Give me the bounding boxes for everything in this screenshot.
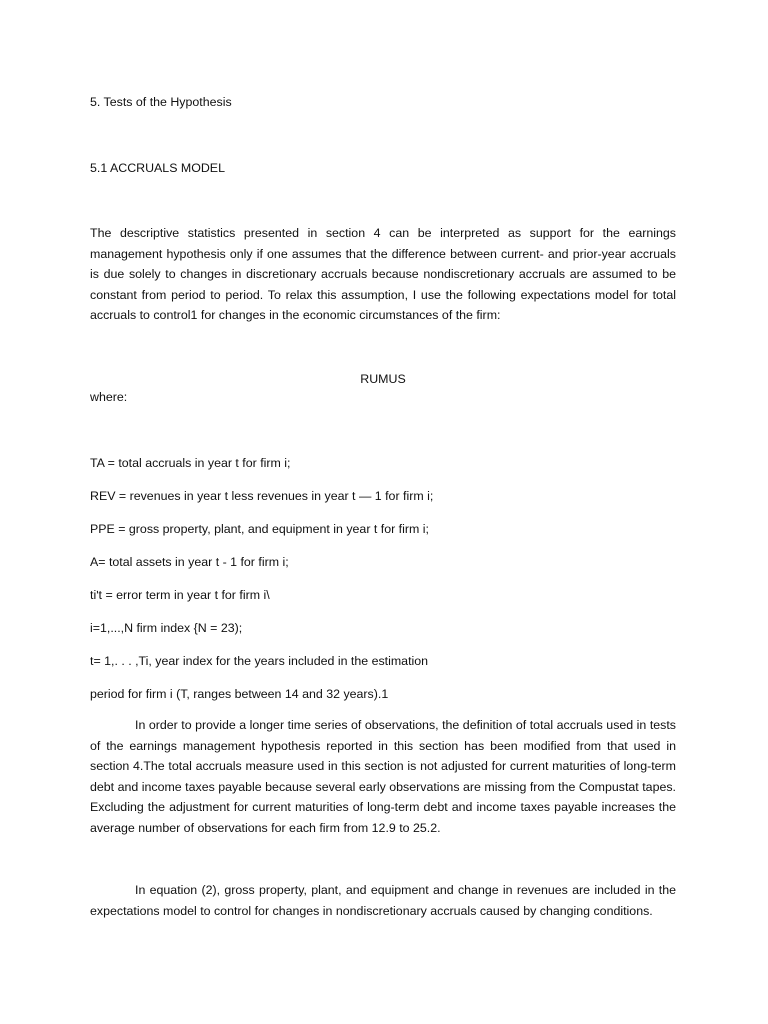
section-title: 5. Tests of the Hypothesis: [90, 95, 232, 109]
definition-rev: REV = revenues in year t less revenues in year t — 1 for firm i;: [90, 489, 434, 503]
subsection-title: 5.1 ACCRUALS MODEL: [90, 161, 225, 175]
equation-placeholder: RUMUS: [360, 372, 406, 386]
definition-year-index: t= 1,. . . ,Ti, year index for the years included in the estimation: [90, 654, 429, 668]
definition-error-term: tiʹt = error term in year t for firm i\: [90, 588, 270, 602]
intro-paragraph: The descriptive statistics presented in section 4 can be interpreted as support for the earnings management hypothesis only if one assumes that the difference between current- and prior-year accruals is due solely to changes in discretionary accruals because nondiscretionary accruals are assumed to be constant from period to period. To relax this assumption, I use the following expectations model for total accruals to control1 for changes in the economic circumstances of the firm:: [90, 226, 676, 322]
paragraph-observations: In order to provide a longer time series of observations, the definition of total accruals used in tests of the earnings management hypothesis reported in this section has been modified from that used in section 4.The total accruals measure used in this section is not adjusted for current maturities of long-term debt and income taxes payable because several early observations are missing from the Compustat tapes. Excluding the adjustment for current maturities of long-term debt and income taxes payable increases the average number of observations for each firm from 12.9 to 25.2.: [90, 718, 676, 835]
definition-ppe: PPE = gross property, plant, and equipment in year t for firm i;: [90, 522, 429, 536]
definition-period: period for firm i (T, ranges between 14 and 32 years).1: [90, 687, 389, 701]
definition-a: A= total assets in year t - 1 for firm i;: [90, 555, 289, 569]
paragraph-equation-2: In equation (2), gross property, plant, and equipment and change in revenues are included in the expectations model to control for changes in nondiscretionary accruals caused by changing conditions.: [90, 883, 676, 918]
definition-ta: TA = total accruals in year t for firm i;: [90, 456, 291, 470]
definition-firm-index: i=1,...,N firm index {N = 23);: [90, 621, 243, 635]
where-label: where:: [90, 390, 128, 404]
